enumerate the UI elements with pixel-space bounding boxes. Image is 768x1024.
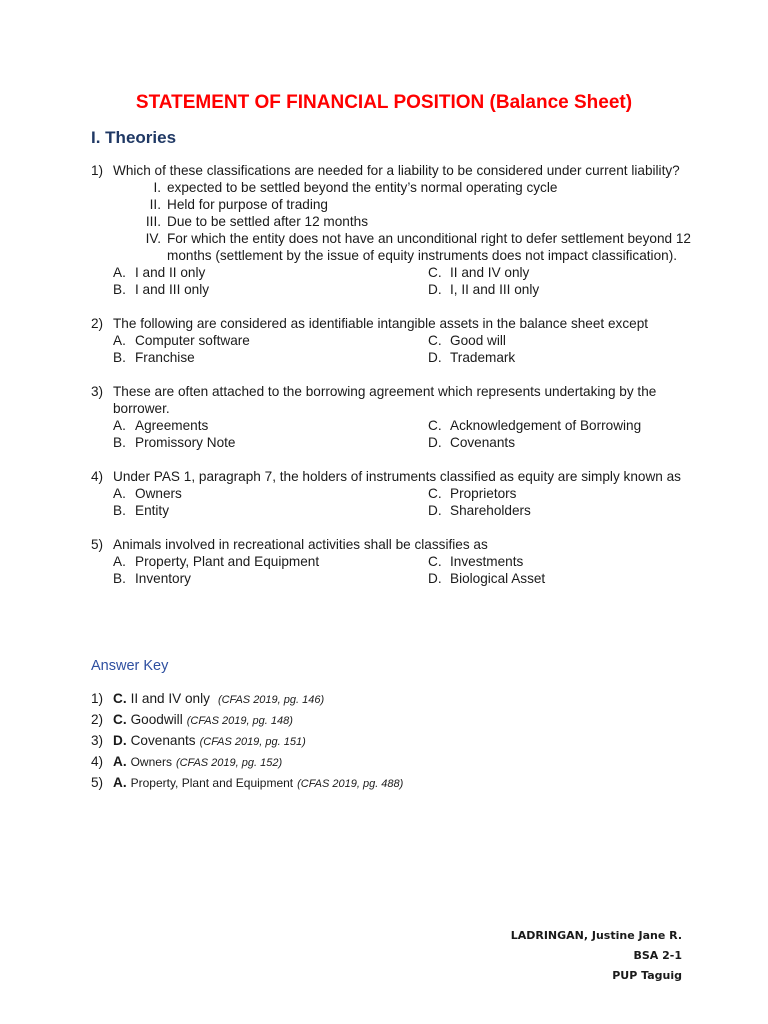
item-text: For which the entity does not have an unconditional right to defer settlement beyond 12 months (settlement by the issue of equity instruments does not impact classification).	[167, 231, 691, 263]
choice-text: Agreements	[135, 418, 209, 433]
roman-numeral: I.	[153, 180, 161, 195]
answer-letter: C.	[113, 691, 127, 706]
question-text: These are often attached to the borrowing agreement which represents undertaking by the borrower.	[113, 384, 657, 416]
choice-c: C. Proprietors	[428, 486, 517, 501]
choice-d: D. Trademark	[428, 350, 516, 365]
answer-item	[91, 773, 403, 794]
choice-c: C. Investments	[428, 554, 524, 569]
choice-text: Trademark	[450, 350, 516, 365]
choice-a: A. Owners	[113, 486, 182, 501]
author-section: BSA 2-1	[633, 949, 682, 962]
question-text: Under PAS 1, paragraph 7, the holders of instruments classified as equity are simply known as	[113, 469, 681, 484]
answer-text: Goodwill	[130, 712, 183, 727]
answer-item	[91, 689, 403, 710]
answer-text: Property, Plant and Equipment	[130, 776, 294, 790]
answer-choices	[113, 332, 691, 366]
question-text: Which of these classifications are needed for a liability to be considered under current liability?	[113, 163, 680, 178]
choice-c: C. Acknowledgement of Borrowing	[428, 418, 642, 433]
answer-letter: A.	[113, 754, 127, 769]
answer-number: 5)	[91, 775, 104, 790]
question-number: 2)	[91, 316, 104, 331]
answer-choices	[113, 485, 691, 519]
choice-text: Owners	[135, 486, 182, 501]
author-school: PUP Taguig	[612, 969, 682, 982]
choice-text: Entity	[135, 503, 169, 518]
choice-b: B. Promissory Note	[113, 435, 236, 450]
choice-text: Shareholders	[450, 503, 531, 518]
page-title: STATEMENT OF FINANCIAL POSITION (Balance Sheet)	[135, 92, 633, 113]
question-3	[91, 383, 691, 451]
choice-c: C. II and IV only	[428, 265, 530, 280]
question-number: 4)	[91, 469, 104, 484]
choice-d: D. I, II and III only	[428, 282, 540, 297]
question-list	[91, 162, 691, 604]
answer-number: 3)	[91, 733, 104, 748]
answer-key-list	[91, 689, 403, 794]
answer-letter: D.	[113, 733, 127, 748]
choice-text: Property, Plant and Equipment	[135, 554, 320, 569]
answer-number: 2)	[91, 712, 104, 727]
answer-item	[91, 752, 403, 773]
answer-choices	[113, 553, 691, 587]
choice-a: A. I and II only	[113, 265, 206, 280]
choice-text: Promissory Note	[135, 435, 236, 450]
choice-text: I and II only	[135, 265, 206, 280]
list-item	[138, 230, 691, 264]
list-item	[138, 196, 691, 213]
choice-a: A. Computer software	[113, 333, 250, 348]
choice-a: A. Property, Plant and Equipment	[113, 554, 320, 569]
roman-numeral: II.	[149, 197, 161, 212]
answer-text: Covenants	[130, 733, 196, 748]
question-4	[91, 468, 691, 519]
answer-item	[91, 710, 403, 731]
choice-text: Inventory	[135, 571, 191, 586]
choice-b: B. Entity	[113, 503, 169, 518]
choice-text: II and IV only	[450, 265, 530, 280]
choice-text: Good will	[450, 333, 506, 348]
answer-text: II and IV only	[130, 691, 210, 706]
question-text: The following are considered as identifiable intangible assets in the balance sheet except	[113, 316, 649, 331]
roman-items	[138, 179, 691, 264]
answer-number: 4)	[91, 754, 104, 769]
choice-d: D. Shareholders	[428, 503, 531, 518]
choice-b: B. Franchise	[113, 350, 195, 365]
answer-text: Owners	[130, 755, 172, 769]
item-text: expected to be settled beyond the entity’s normal operating cycle	[167, 180, 558, 195]
answer-letter: A.	[113, 775, 127, 790]
item-text: Held for purpose of trading	[167, 197, 328, 212]
answer-item	[91, 731, 403, 752]
choice-text: Investments	[450, 554, 524, 569]
answer-choices	[113, 417, 691, 451]
question-text: Animals involved in recreational activities shall be classifies as	[113, 537, 488, 552]
choice-text: Franchise	[135, 350, 195, 365]
choice-text: Acknowledgement of Borrowing	[450, 418, 642, 433]
question-1	[91, 162, 691, 298]
answer-key-heading: Answer Key	[91, 658, 169, 674]
answer-reference: (CFAS 2019, pg. 146)	[217, 694, 325, 706]
choice-b: B. I and III only	[113, 282, 210, 297]
list-item	[138, 213, 691, 230]
choice-text: Covenants	[450, 435, 515, 450]
question-number: 3)	[91, 384, 104, 399]
choice-text: Computer software	[135, 333, 250, 348]
question-number: 1)	[91, 163, 104, 178]
choice-c: C. Good will	[428, 333, 506, 348]
answer-reference: (CFAS 2019, pg. 151)	[199, 736, 306, 748]
roman-numeral: III.	[145, 214, 161, 229]
answer-number: 1)	[91, 691, 104, 706]
item-text: Due to be settled after 12 months	[167, 214, 369, 229]
choice-text: Biological Asset	[450, 571, 546, 586]
author-block	[511, 926, 682, 986]
answer-reference: (CFAS 2019, pg. 152)	[175, 757, 283, 769]
choice-d: D. Covenants	[428, 435, 515, 450]
section-heading: I. Theories	[91, 128, 177, 147]
author-name: LADRINGAN, Justine Jane R.	[510, 929, 682, 942]
choice-text: I and III only	[135, 282, 210, 297]
choice-a: A. Agreements	[113, 418, 209, 433]
choice-d: D. Biological Asset	[428, 571, 546, 586]
choice-b: B. Inventory	[113, 571, 191, 586]
choice-text: Proprietors	[450, 486, 517, 501]
answer-letter: C.	[113, 712, 127, 727]
answer-reference: (CFAS 2019, pg. 148)	[186, 715, 293, 727]
question-5	[91, 536, 691, 587]
answer-choices	[113, 264, 691, 298]
question-number: 5)	[91, 537, 104, 552]
question-2	[91, 315, 691, 366]
answer-reference: (CFAS 2019, pg. 488)	[297, 778, 404, 790]
choice-text: I, II and III only	[450, 282, 540, 297]
roman-numeral: IV.	[145, 231, 161, 246]
list-item	[138, 179, 691, 196]
